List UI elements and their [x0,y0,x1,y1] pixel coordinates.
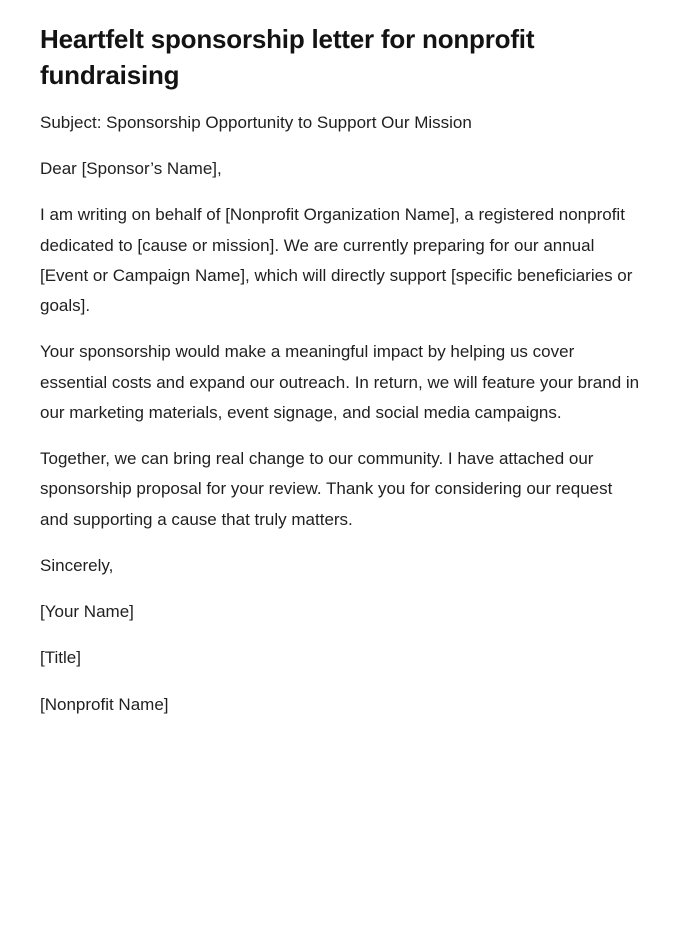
body-paragraph-3: Together, we can bring real change to our community. I have attached our sponsorship proposal for your review. Thank you for considering our request and supporting a cause that truly matters. [40,449,613,529]
subject-line: Subject: Sponsorship Opportunity to Support Our Mission [40,112,472,132]
signature-name: [Your Name] [40,602,134,621]
page-title: Heartfelt sponsorship letter for nonprofit fundraising [40,24,535,90]
salutation: Dear [Sponsor’s Name], [40,159,222,178]
signature-organization: [Nonprofit Name] [40,694,169,714]
signature-title: [Title] [40,648,81,668]
body-paragraph-1: I am writing on behalf of [Nonprofit Organization Name], a registered nonprofit dedicated to [cause or mission]. We are currently preparing for our annual [Event or Campaign Name], which will directly support [specific beneficiaries or goals]. [40,205,633,315]
closing: Sincerely, [40,555,114,575]
body-paragraph-2: Your sponsorship would make a meaningful impact by helping us cover essential costs and expand our outreach. In return, we will feature your brand in our marketing materials, event signage, and social media campaigns. [40,342,640,422]
